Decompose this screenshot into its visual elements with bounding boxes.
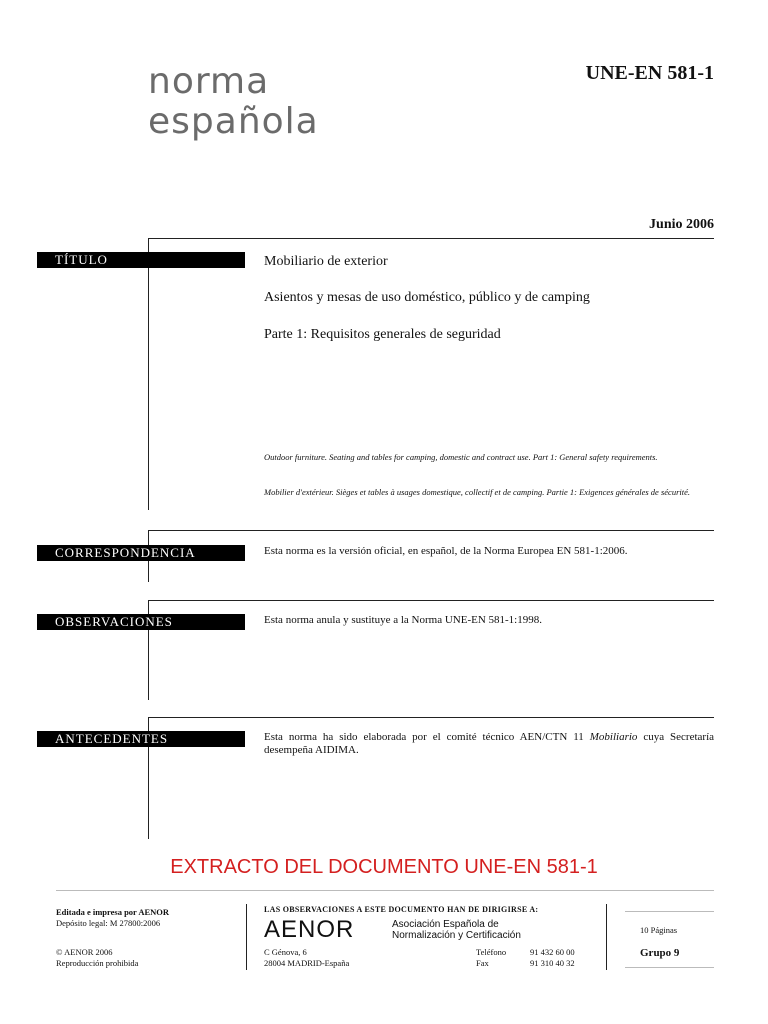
phone-number: 91 432 60 00 (530, 947, 575, 957)
footer-rule-top (56, 890, 714, 891)
section-label-observaciones: OBSERVACIONES (37, 614, 245, 630)
assoc-line-2: Normalización y Certificación (392, 930, 521, 941)
extract-notice: EXTRACTO DEL DOCUMENTO UNE-EN 581-1 (170, 856, 598, 878)
antecedentes-text-before: Esta norma ha sido elaborada por el comité técnico AEN/CTN 11 (264, 731, 590, 743)
page-count: 10 Páginas (640, 925, 678, 935)
publication-date: Junio 2006 (649, 217, 714, 232)
title-line-3: Parte 1: Requisitos generales de seguridad (264, 327, 501, 342)
rule-observaciones (148, 600, 714, 601)
aenor-description (392, 919, 521, 941)
rule-antecedentes (148, 717, 714, 718)
brand-line-2: española (148, 101, 319, 142)
footer-divider-right (606, 904, 607, 970)
top-rule (148, 238, 714, 239)
phone-label: Teléfono (476, 947, 507, 957)
footer-divider-left (246, 904, 247, 970)
fax-number: 91 310 40 32 (530, 958, 575, 968)
address-line-1: C Génova, 6 (264, 947, 307, 957)
title-english: Outdoor furniture. Seating and tables for camping, domestic and contract use. Part 1: General safety requirements. (264, 452, 658, 462)
footer-observations-heading: LAS OBSERVACIONES A ESTE DOCUMENTO HAN DE DIRIGIRSE A: (264, 905, 539, 914)
standard-code: UNE-EN 581-1 (585, 62, 714, 84)
footer-legal-deposit: Depósito legal: M 27800:2006 (56, 918, 161, 928)
footer-pages-rule (625, 911, 714, 912)
brand-title (148, 62, 319, 142)
footer-copyright: © AENOR 2006 (56, 947, 113, 957)
footer-reproduction: Reproducción prohibida (56, 958, 139, 968)
title-line-2: Asientos y mesas de uso doméstico, público y de camping (264, 290, 590, 305)
section-divider-titulo (148, 238, 149, 510)
assoc-line-1: Asociación Española de (392, 919, 499, 930)
rule-correspondencia (148, 530, 714, 531)
title-french: Mobilier d'extérieur. Sièges et tables à usages domestique, collectif et de camping. Partie 1: Exigences générales de sécurité. (264, 487, 690, 497)
antecedentes-text-italic: Mobiliario (589, 731, 638, 743)
antecedentes-text (264, 731, 714, 757)
address-line-2: 28004 MADRID-España (264, 958, 350, 968)
antecedentes-text-after: cuya Secretaría desempeña AIDIMA. (264, 731, 715, 756)
observaciones-text: Esta norma anula y sustituye a la Norma UNE-EN 581-1:1998. (264, 614, 542, 626)
price-group: Grupo 9 (640, 947, 680, 959)
footer-edited-by: Editada e impresa por AENOR (56, 907, 170, 917)
section-label-correspondencia: CORRESPONDENCIA (37, 545, 245, 561)
aenor-logo: AENOR (264, 916, 355, 943)
fax-label: Fax (476, 958, 489, 968)
correspondencia-text: Esta norma es la versión oficial, en español, de la Norma Europea EN 581-1:2006. (264, 545, 628, 557)
brand-line-1: norma (148, 61, 270, 102)
footer-group-rule (625, 967, 714, 968)
section-label-titulo: TÍTULO (37, 252, 245, 268)
title-line-1: Mobiliario de exterior (264, 254, 388, 269)
section-label-antecedentes: ANTECEDENTES (37, 731, 245, 747)
